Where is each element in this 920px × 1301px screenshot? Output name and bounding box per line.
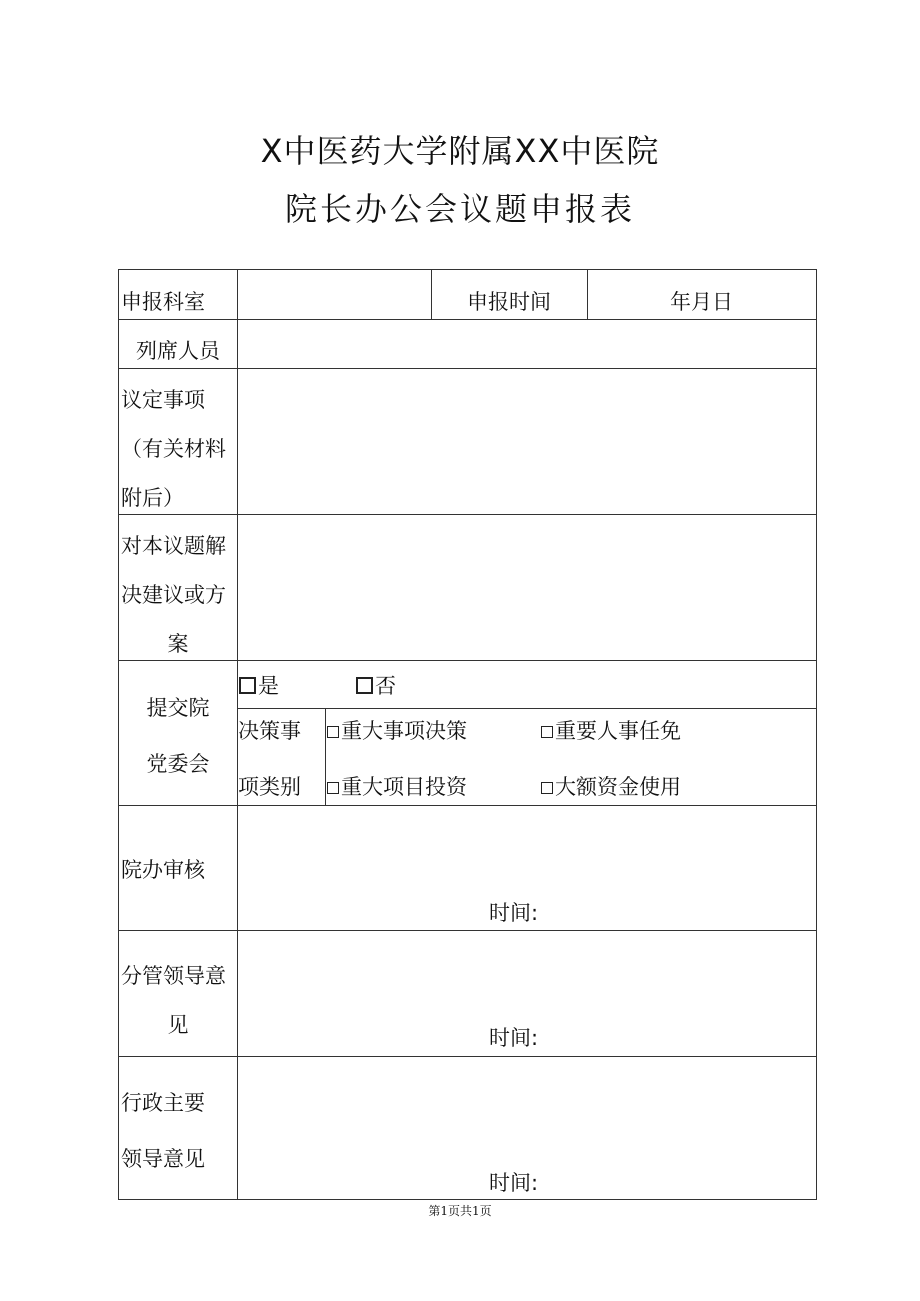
proposal-label-line3: 案: [167, 632, 189, 656]
no-checkbox[interactable]: [356, 676, 396, 697]
attendees-field[interactable]: [239, 321, 815, 366]
office-review-label: 院办审核: [121, 858, 205, 882]
category-large-funds[interactable]: 大额资金使用: [541, 777, 681, 798]
checkbox-icon: [327, 726, 339, 738]
supervisor-label-line1: 分管领导意: [121, 964, 226, 988]
category-major-decision[interactable]: 重大事项决策: [327, 721, 467, 742]
admin-leader-label-line2: 领导意见: [121, 1147, 205, 1171]
proposal-label-line2: 决建议或方: [121, 583, 226, 607]
office-review-time-label: 时间:: [489, 901, 539, 925]
supervisor-label-line2: 见: [167, 1013, 189, 1037]
date-label: 申报时间: [467, 290, 551, 314]
proposal-label-line1: 对本议题解: [121, 534, 226, 558]
matter-label-line2: （有关材料: [121, 437, 226, 461]
category-personnel[interactable]: 重要人事任免: [541, 721, 681, 742]
yes-checkbox[interactable]: [239, 676, 279, 697]
submit-label-line2: 党委会: [146, 752, 210, 776]
matter-field[interactable]: [239, 370, 815, 512]
checkbox-icon: [541, 726, 553, 738]
date-placeholder: 年月日: [670, 290, 733, 314]
attendees-label: 列席人员: [136, 339, 220, 363]
application-form-table: [118, 269, 817, 1200]
checkbox-icon: [239, 677, 256, 694]
yes-label: 是: [258, 674, 279, 698]
dept-field[interactable]: [239, 272, 429, 316]
dept-label: 申报科室: [121, 290, 205, 314]
admin-leader-time-label: 时间:: [489, 1171, 539, 1195]
proposal-field[interactable]: [239, 516, 815, 658]
admin-leader-label-line1: 行政主要: [121, 1091, 205, 1115]
submit-label-line1: 提交院: [146, 696, 210, 720]
checkbox-icon: [356, 677, 373, 694]
supervisor-time-label: 时间:: [489, 1026, 539, 1050]
no-label: 否: [375, 674, 396, 698]
page-footer: 第1页共1页: [428, 1204, 492, 1218]
matter-label-line3: 附后）: [121, 486, 184, 510]
document-title: X中医药大学附属XX中医院: [260, 132, 660, 170]
checkbox-icon: [327, 782, 339, 794]
checkbox-icon: [541, 782, 553, 794]
category-major-investment[interactable]: 重大项目投资: [327, 777, 467, 798]
matter-label-line1: 议定事项: [121, 388, 205, 412]
category-label-line1: 决策事: [238, 719, 301, 743]
document-subtitle: 院长办公会议题申报表: [284, 190, 635, 228]
category-label-line2: 项类别: [238, 775, 301, 799]
